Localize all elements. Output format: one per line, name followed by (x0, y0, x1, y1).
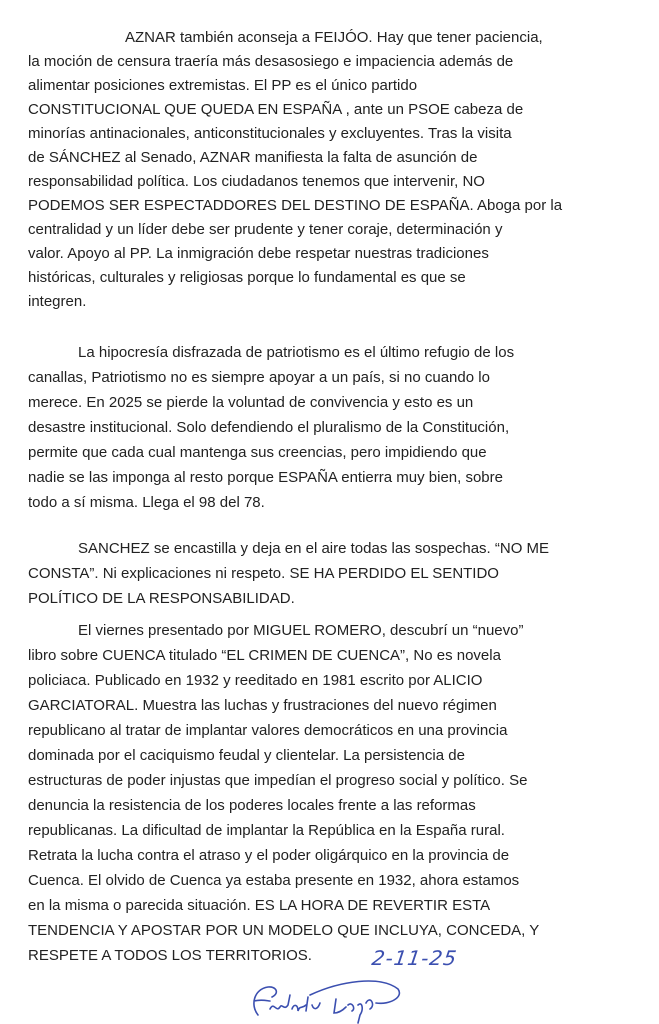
text-line: permite que cada cual mantenga sus creencias, pero impidiendo que (28, 444, 487, 461)
text-line: denuncia la resistencia de los poderes locales frente a las reformas (28, 797, 476, 814)
text-line: SANCHEZ se encastilla y deja en el aire todas las sospechas. “NO ME (78, 540, 550, 557)
text-line: minorías antinacionales, anticonstitucionales y excluyentes. Tras la visita (28, 125, 512, 142)
text-line: Retrata la lucha contra el atraso y el poder oligárquico en la provincia de (28, 847, 510, 864)
text-line: canallas, Patriotismo no es siempre apoyar a un país, si no cuando lo (28, 369, 490, 386)
signature (240, 975, 410, 1024)
text-line: policiaca. Publicado en 1932 y reeditado en 1981 escrito por ALICIO (28, 672, 483, 689)
handwritten-date: 2-11-25 (370, 946, 459, 970)
text-line: TENDENCIA Y APOSTAR POR UN MODELO QUE INCLUYA, CONCEDA, Y (28, 922, 540, 939)
text-line: Cuenca. El olvido de Cuenca ya estaba presente en 1932, ahora estamos (28, 872, 520, 889)
paragraph-crimen-de-cuenca (28, 618, 638, 968)
text-line: estructuras de poder injustas que impedían el progreso social y político. Se (28, 772, 528, 789)
text-line: AZNAR también aconseja a FEIJÓO. Hay que tener paciencia, (125, 29, 543, 46)
text-line: valor. Apoyo al PP. La inmigración debe respetar nuestras tradiciones (28, 245, 489, 262)
text-line: republicano al tratar de implantar valores democráticos en una provincia (28, 722, 508, 739)
text-line: todo a sí misma. Llega el 98 del 78. (28, 494, 265, 511)
text-line: POLÍTICO DE LA RESPONSABILIDAD. (28, 590, 295, 607)
text-line: El viernes presentado por MIGUEL ROMERO, descubrí un “nuevo” (78, 622, 524, 639)
text-line: nadie se las imponga al resto porque ESPAÑA entierra muy bien, sobre (28, 469, 503, 486)
text-line: La hipocresía disfrazada de patriotismo es el último refugio de los (78, 344, 515, 361)
text-line: libro sobre CUENCA titulado “EL CRIMEN DE CUENCA”, No es novela (28, 647, 501, 664)
text-line: la moción de censura traería más desasosiego e impaciencia además de (28, 53, 514, 70)
paragraph-hipocresia (28, 340, 638, 515)
text-line: desastre institucional. Solo defendiendo el pluralismo de la Constitución, (28, 419, 510, 436)
text-line: alimentar posiciones extremistas. El PP es el único partido (28, 77, 418, 94)
text-line: CONSTITUCIONAL QUE QUEDA EN ESPAÑA , ante un PSOE cabeza de (28, 101, 524, 118)
text-line: históricas, culturales y religiosas porque lo fundamental es que se (28, 269, 466, 286)
text-line: republicanas. La dificultad de implantar la República en la España rural. (28, 822, 505, 839)
paragraph-aznar (28, 26, 638, 314)
text-line: PODEMOS SER ESPECTADDORES DEL DESTINO DE ESPAÑA. Aboga por la (28, 197, 563, 214)
text-line: CONSTA”. Ni explicaciones ni respeto. SE HA PERDIDO EL SENTIDO (28, 565, 499, 582)
text-line: centralidad y un líder debe ser prudente y tener coraje, determinación y (28, 221, 503, 238)
text-line: en la misma o parecida situación. ES LA HORA DE REVERTIR ESTA (28, 897, 491, 914)
text-line: integren. (28, 293, 87, 310)
text-line: de SÁNCHEZ al Senado, AZNAR manifiesta la falta de asunción de (28, 149, 478, 166)
text-line: GARCIATORAL. Muestra las luchas y frustraciones del nuevo régimen (28, 697, 497, 714)
text-line: dominada por el caciquismo feudal y clientelar. La persistencia de (28, 747, 465, 764)
text-line: RESPETE A TODOS LOS TERRITORIOS. (28, 947, 312, 964)
text-line: responsabilidad política. Los ciudadanos tenemos que intervenir, NO (28, 173, 485, 190)
text-line: merece. En 2025 se pierde la voluntad de convivencia y esto es un (28, 394, 474, 411)
paragraph-sanchez (28, 536, 638, 611)
